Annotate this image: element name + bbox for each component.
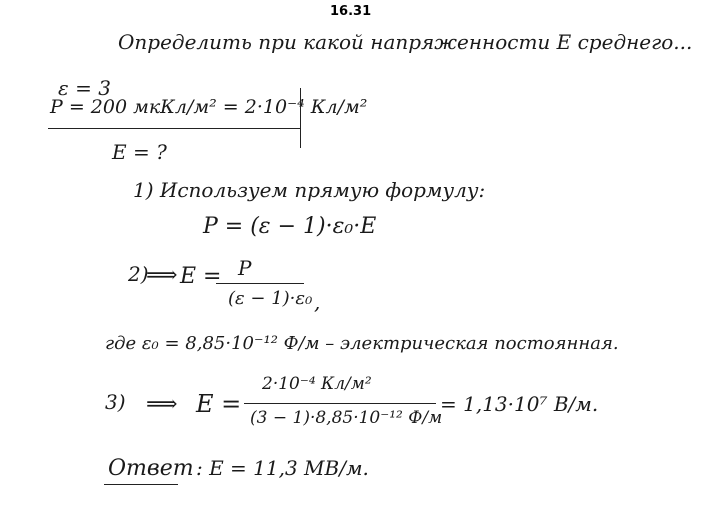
step2-label: 2) (128, 262, 149, 286)
step3-label: 3) (105, 390, 126, 414)
problem-number: 16.31 (330, 4, 372, 19)
step3-fraction-bar (244, 403, 436, 404)
implies-arrow-icon: ⟹ (146, 263, 178, 288)
step1-formula: P = (ε − 1)·ε₀·E (203, 214, 377, 239)
step2-fraction-bar (216, 283, 304, 284)
answer-underline (104, 484, 178, 485)
given-vertical-divider (300, 88, 301, 148)
step2-denominator: (ε − 1)·ε₀ (228, 288, 313, 309)
given-polarization: P = 200 мкКл/м² = 2·10⁻⁴ Кл/м² (50, 96, 368, 118)
answer-value: : E = 11,3 МВ/м. (196, 456, 369, 480)
step3-result: = 1,13·10⁷ В/м. (440, 392, 599, 416)
find-e: E = ? (112, 140, 167, 164)
given-divider (48, 128, 300, 129)
step2-lhs: E = (180, 264, 222, 289)
step2-comma: , (314, 290, 321, 314)
problem-title: Определить при какой напряженности E среднего... (118, 30, 693, 54)
step2-numerator: P (238, 256, 252, 280)
step3-numerator: 2·10⁻⁴ Кл/м² (262, 374, 372, 394)
where-definition: где ε₀ = 8,85·10⁻¹² Ф/м – электрическая постоянная. (105, 333, 619, 354)
step1-label: 1) Используем прямую формулу: (133, 178, 486, 202)
step3-lhs: E = (196, 390, 242, 418)
implies-arrow-icon: ⟹ (146, 392, 178, 417)
step3-denominator: (3 − 1)·8,85·10⁻¹² Ф/м (250, 408, 443, 428)
answer-label: Ответ (108, 456, 194, 481)
given-epsilon: ε = 3 (58, 76, 111, 100)
